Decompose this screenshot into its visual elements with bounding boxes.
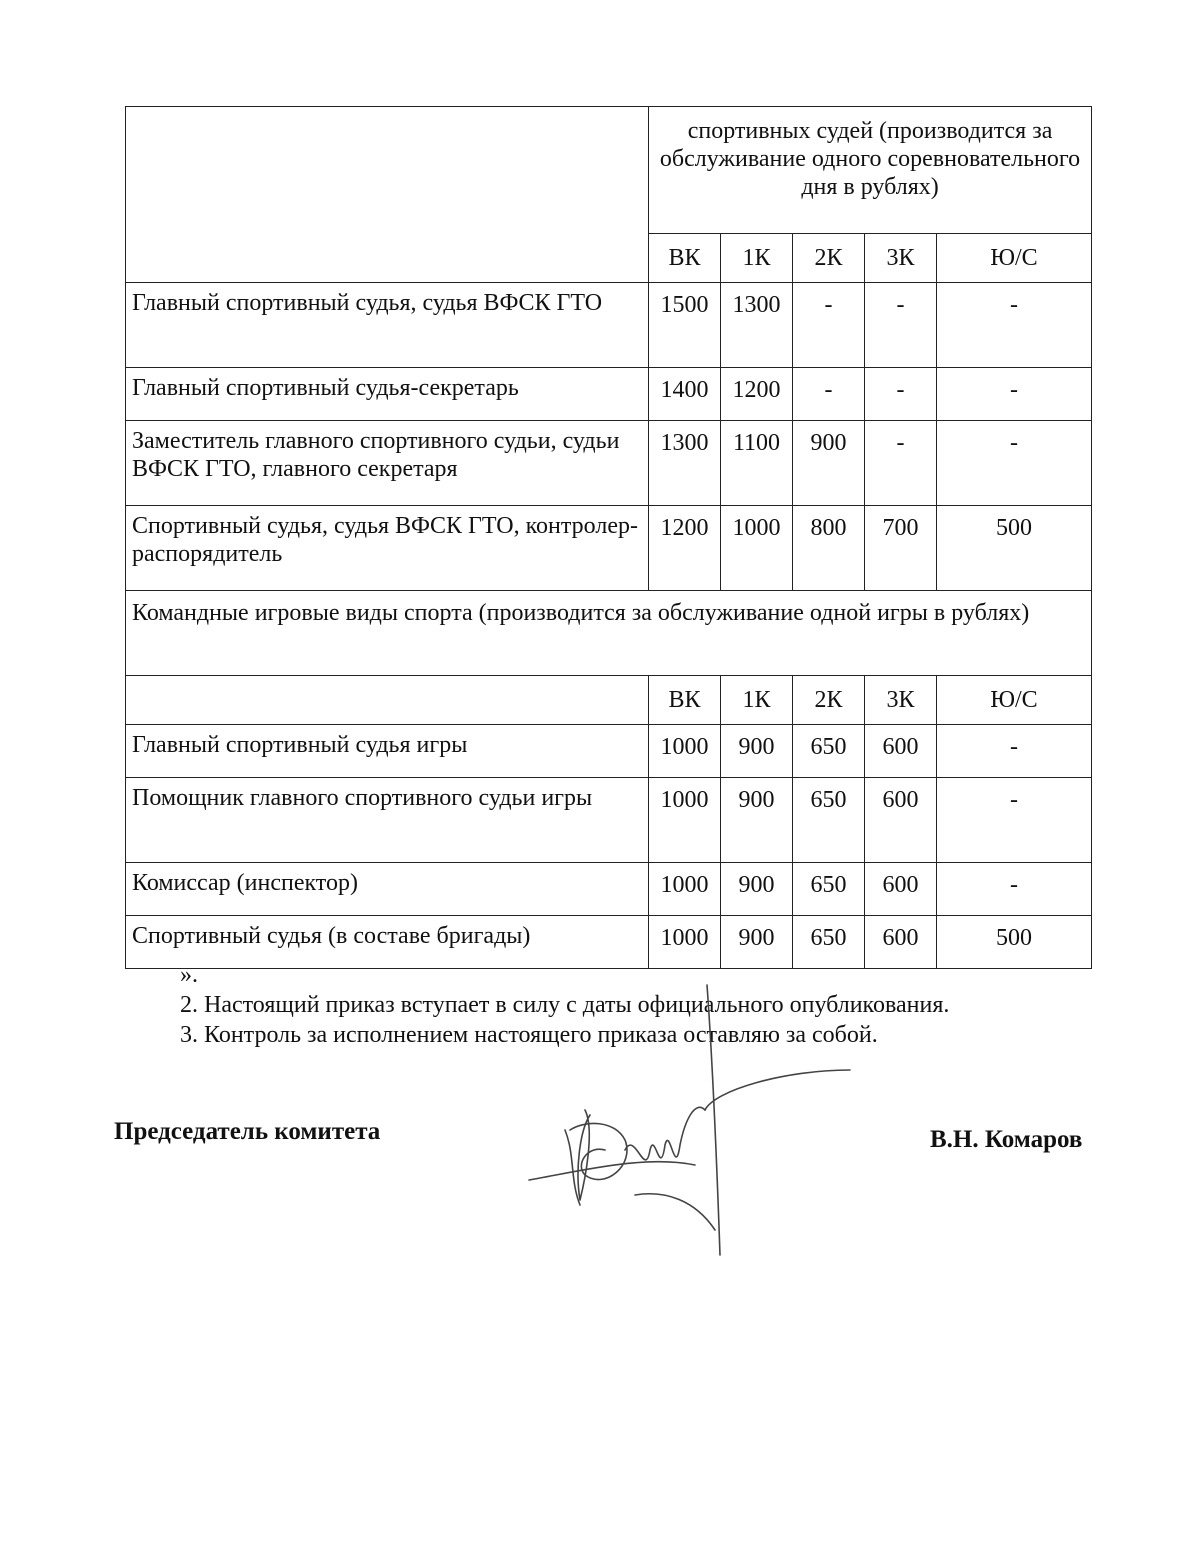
value-cell: 700 <box>865 506 937 591</box>
role-cell: Спортивный судья (в составе бригады) <box>126 916 649 969</box>
role-cell: Комиссар (инспектор) <box>126 863 649 916</box>
signatory-name: В.Н. Комаров <box>930 1126 1083 1153</box>
grade-empty-cell <box>126 676 649 725</box>
closing-quote: ». <box>180 962 198 988</box>
grade-cell: 2К <box>793 234 865 283</box>
value-cell: 500 <box>937 916 1092 969</box>
table-row <box>126 368 1092 421</box>
section-row <box>126 591 1092 676</box>
value-cell: 650 <box>793 916 865 969</box>
grade-cell: ВК <box>649 676 721 725</box>
grade-row <box>126 676 1092 725</box>
value-cell: 600 <box>865 778 937 863</box>
value-cell: - <box>793 283 865 368</box>
table-header-row <box>126 107 1092 234</box>
value-cell: - <box>937 368 1092 421</box>
role-cell: Заместитель главного спортивного судьи, судьи ВФСК ГТО, главного секретаря <box>126 421 649 506</box>
value-cell: 900 <box>721 916 793 969</box>
value-cell: 1000 <box>649 778 721 863</box>
grade-cell: 3К <box>865 676 937 725</box>
value-cell: 900 <box>793 421 865 506</box>
value-cell: 1400 <box>649 368 721 421</box>
value-cell: - <box>865 368 937 421</box>
table-row <box>126 863 1092 916</box>
value-cell: 1000 <box>649 863 721 916</box>
judges-payment-table <box>125 106 1092 969</box>
value-cell: - <box>793 368 865 421</box>
grade-cell: 1К <box>721 234 793 283</box>
order-point-3: 3. Контроль за исполнением настоящего приказа оставляю за собой. <box>180 1022 878 1048</box>
grade-cell: ВК <box>649 234 721 283</box>
header-empty-cell <box>126 107 649 283</box>
value-cell: 1200 <box>721 368 793 421</box>
header-note: спортивных судей (производится за обслуживание одного соревновательного дня в рублях) <box>649 107 1092 234</box>
grade-cell: Ю/С <box>937 676 1092 725</box>
value-cell: - <box>865 421 937 506</box>
role-cell: Главный спортивный судья-секретарь <box>126 368 649 421</box>
value-cell: 600 <box>865 916 937 969</box>
grade-cell: Ю/С <box>937 234 1092 283</box>
value-cell: 650 <box>793 863 865 916</box>
value-cell: 1300 <box>721 283 793 368</box>
table-row <box>126 421 1092 506</box>
value-cell: - <box>937 778 1092 863</box>
order-point-2: 2. Настоящий приказ вступает в силу с даты официального опубликования. <box>180 992 950 1018</box>
signatory-title: Председатель комитета <box>114 1118 381 1145</box>
value-cell: 1500 <box>649 283 721 368</box>
value-cell: 1000 <box>649 725 721 778</box>
role-cell: Главный спортивный судья игры <box>126 725 649 778</box>
value-cell: 650 <box>793 725 865 778</box>
value-cell: - <box>937 283 1092 368</box>
value-cell: 1100 <box>721 421 793 506</box>
grade-cell: 3К <box>865 234 937 283</box>
value-cell: 900 <box>721 778 793 863</box>
value-cell: 1000 <box>649 916 721 969</box>
handwritten-signature <box>525 980 855 1260</box>
value-cell: 600 <box>865 725 937 778</box>
role-cell: Помощник главного спортивного судьи игры <box>126 778 649 863</box>
value-cell: - <box>937 725 1092 778</box>
value-cell: 1300 <box>649 421 721 506</box>
table-row <box>126 283 1092 368</box>
table-row <box>126 506 1092 591</box>
value-cell: 800 <box>793 506 865 591</box>
value-cell: 500 <box>937 506 1092 591</box>
role-cell: Главный спортивный судья, судья ВФСК ГТО <box>126 283 649 368</box>
value-cell: 650 <box>793 778 865 863</box>
table-row <box>126 778 1092 863</box>
grade-cell: 2К <box>793 676 865 725</box>
table-row <box>126 725 1092 778</box>
section-title-team: Командные игровые виды спорта (производится за обслуживание одной игры в рублях) <box>126 591 1092 676</box>
value-cell: 900 <box>721 863 793 916</box>
value-cell: 1000 <box>721 506 793 591</box>
value-cell: - <box>937 863 1092 916</box>
value-cell: - <box>937 421 1092 506</box>
value-cell: 1200 <box>649 506 721 591</box>
value-cell: 600 <box>865 863 937 916</box>
grade-cell: 1К <box>721 676 793 725</box>
value-cell: 900 <box>721 725 793 778</box>
value-cell: - <box>865 283 937 368</box>
role-cell: Спортивный судья, судья ВФСК ГТО, контролер-распорядитель <box>126 506 649 591</box>
